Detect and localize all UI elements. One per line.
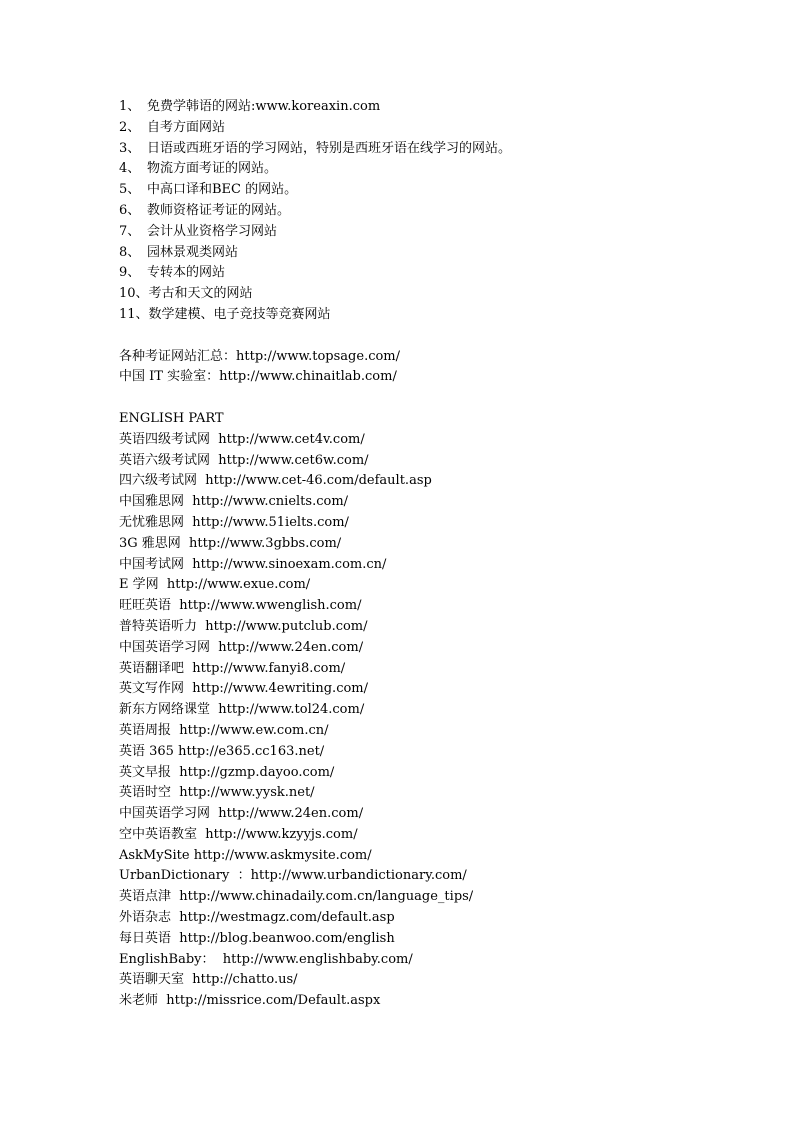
item-number: 7、 xyxy=(119,223,141,239)
link-line: 英语四级考试网 http://www.cet4v.com/ xyxy=(119,431,365,447)
link-line: 英语时空 http://www.yysk.net/ xyxy=(119,785,315,801)
item-number: 6、 xyxy=(119,202,141,218)
summary-section xyxy=(119,347,759,389)
item-text: 日语或西班牙语的学习网站，特别是西班牙语在线学习的网站。 xyxy=(147,140,512,156)
section-heading: ENGLISH PART xyxy=(119,410,224,426)
item-text: 教师资格证考证的网站。 xyxy=(147,202,291,218)
item-text: 中高口译和BEC 的网站。 xyxy=(147,182,298,198)
link-line: 中国雅思网 http://www.cnielts.com/ xyxy=(119,494,349,510)
list-item xyxy=(119,180,759,201)
link-line: 英语 365 http://e365.cc163.net/ xyxy=(119,743,325,759)
spacer xyxy=(119,388,759,409)
summary-line: 中国 IT 实验室：http://www.chinaitlab.com/ xyxy=(119,369,397,385)
list-item xyxy=(119,97,759,118)
link-line: 英语点津 http://www.chinadaily.com.cn/language_tips/ xyxy=(119,889,474,905)
item-text: 数学建模、电子竞技等竞赛网站 xyxy=(148,306,331,322)
list-item xyxy=(119,305,759,326)
list-item xyxy=(119,263,759,284)
list-item xyxy=(119,118,759,139)
item-text: 会计从业资格学习网站 xyxy=(147,223,278,239)
item-number: 2、 xyxy=(119,119,141,135)
item-text: 自考方面网站 xyxy=(147,119,226,135)
link-line: 英语翻译吧 http://www.fanyi8.com/ xyxy=(119,660,346,676)
item-text: 免费学韩语的网站:www.koreaxin.com xyxy=(147,99,381,114)
spacer xyxy=(119,326,759,347)
link-line: 无忧雅思网 http://www.51ielts.com/ xyxy=(119,514,349,530)
link-line: 新东方网络课堂 http://www.tol24.com/ xyxy=(119,702,365,718)
link-line: 普特英语听力 http://www.putclub.com/ xyxy=(119,618,368,634)
link-line: UrbanDictionary ：http://www.urbandictionary.com/ xyxy=(119,868,467,884)
list-item xyxy=(119,201,759,222)
link-line: 旺旺英语 http://www.wwenglish.com/ xyxy=(119,598,362,614)
item-number: 11、 xyxy=(119,306,149,322)
item-number: 5、 xyxy=(119,182,141,198)
item-number: 10、 xyxy=(119,286,149,302)
link-line: 外语杂志 http://westmagz.com/default.asp xyxy=(119,910,395,926)
numbered-list xyxy=(119,97,759,326)
list-item xyxy=(119,222,759,243)
link-line: 英语聊天室 http://chatto.us/ xyxy=(119,972,298,988)
list-item xyxy=(119,243,759,264)
link-line: EnglishBaby： http://www.englishbaby.com/ xyxy=(119,951,413,967)
list-item xyxy=(119,159,759,180)
english-section xyxy=(119,409,759,1012)
link-line: 英文早报 http://gzmp.dayoo.com/ xyxy=(119,764,335,780)
item-text: 物流方面考证的网站。 xyxy=(147,161,278,177)
link-line: E 学网 http://www.exue.com/ xyxy=(119,577,311,593)
item-text: 考古和天文的网站 xyxy=(148,286,253,302)
item-number: 3、 xyxy=(119,140,141,156)
link-line: 英语六级考试网 http://www.cet6w.com/ xyxy=(119,452,369,468)
item-text: 专转本的网站 xyxy=(147,265,226,281)
item-number: 4、 xyxy=(119,161,141,177)
list-item xyxy=(119,284,759,305)
item-text: 园林景观类网站 xyxy=(147,244,239,260)
link-line: 米老师 http://missrice.com/Default.aspx xyxy=(119,993,381,1009)
link-line: 英语周报 http://www.ew.com.cn/ xyxy=(119,722,329,738)
summary-line: 各种考证网站汇总：http://www.topsage.com/ xyxy=(119,348,401,364)
link-line: 3G 雅思网 http://www.3gbbs.com/ xyxy=(119,535,342,551)
item-number: 9、 xyxy=(119,265,141,281)
document-body xyxy=(119,97,759,1012)
link-line: 中国考试网 http://www.sinoexam.com.cn/ xyxy=(119,556,387,572)
link-line: 中国英语学习网 http://www.24en.com/ xyxy=(119,806,364,822)
link-line: 每日英语 http://blog.beanwoo.com/english xyxy=(119,930,395,946)
link-line: 空中英语教室 http://www.kzyyjs.com/ xyxy=(119,826,358,842)
item-number: 8、 xyxy=(119,244,141,260)
link-line: 中国英语学习网 http://www.24en.com/ xyxy=(119,639,364,655)
link-line: 英文写作网 http://www.4ewriting.com/ xyxy=(119,681,369,697)
item-number: 1、 xyxy=(119,99,141,114)
list-item xyxy=(119,139,759,160)
link-line: 四六级考试网 http://www.cet-46.com/default.asp xyxy=(119,473,432,489)
link-line: AskMySite http://www.askmysite.com/ xyxy=(119,847,372,863)
